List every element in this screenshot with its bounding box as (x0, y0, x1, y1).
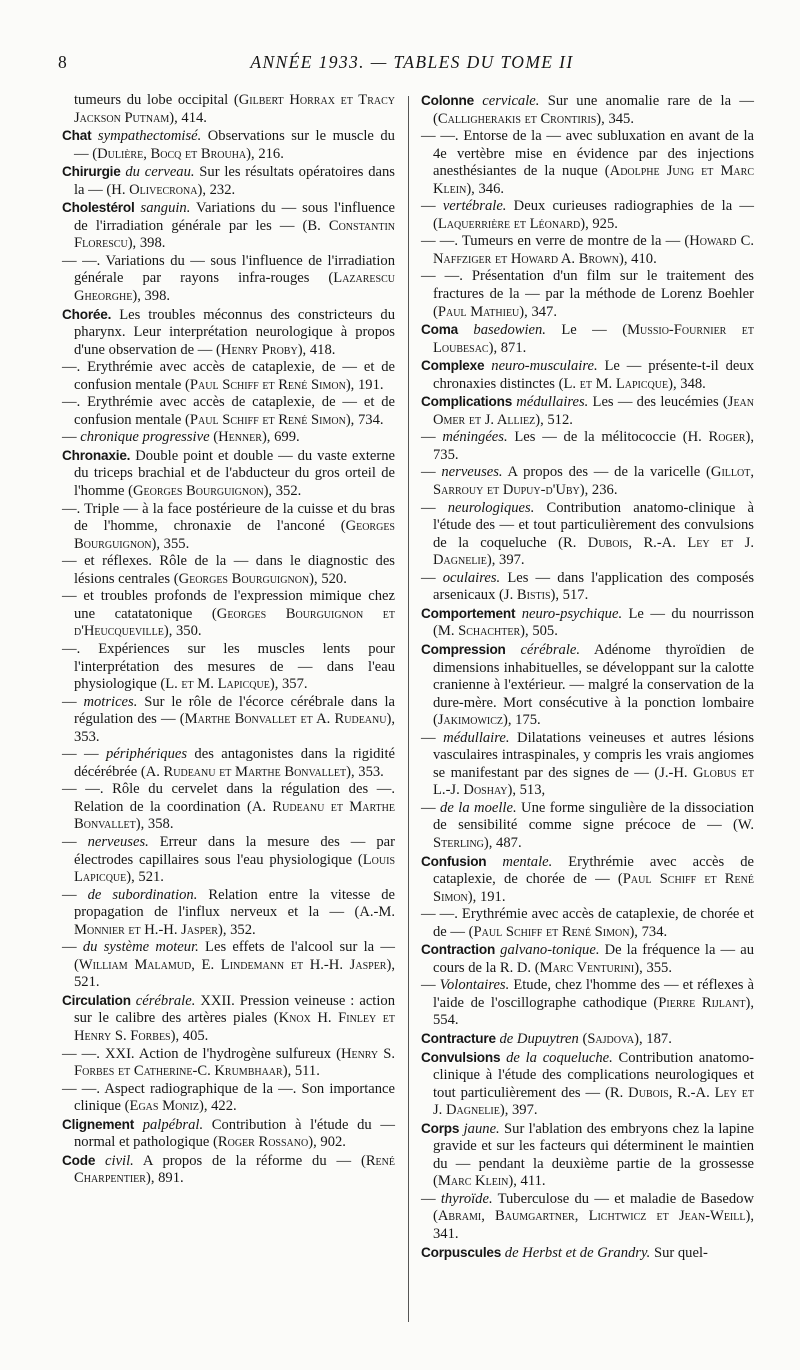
entry-page-ref: ), 346. (466, 180, 505, 197)
index-entry (62, 253, 395, 306)
entry-page-ref: ), 355. (151, 535, 190, 552)
entry-text: Deux curieuses radiographies de la — ( (433, 198, 755, 232)
entry-authors: M. Schachter (437, 623, 521, 640)
index-entry (62, 429, 395, 447)
entry-subqualifier: oculaires. (442, 569, 501, 586)
entry-keyword: Chat (62, 128, 92, 144)
entry-text: — et troubles profonds de l'expression mimique chez une catatatonique ( (62, 588, 395, 622)
entry-authors: René Charpentier (74, 1152, 395, 1187)
entry-text: — (421, 464, 442, 481)
entry-authors: J. Bistis (503, 587, 551, 604)
entry-qualifier: de la coqueluche. (506, 1049, 613, 1066)
entry-page-ref: ), 398. (127, 235, 166, 252)
entry-page-ref: ), 521. (126, 869, 164, 886)
entry-text: —. Expériences sur les muscles lents pour l'interprétation des mesures de — dans l'eau physiologique ( (62, 640, 395, 693)
index-entry (62, 163, 395, 199)
entry-page-ref: ), 734. (629, 923, 668, 940)
index-entry (421, 605, 754, 641)
entry-text: Le — présente-t-il deux chronaxies distinctes ( (433, 358, 754, 392)
index-entry (421, 321, 754, 357)
entry-page-ref: ), 350. (163, 623, 202, 640)
entry-page-ref: ), 902. (308, 1134, 346, 1151)
entry-subqualifier: Volontaires. (439, 977, 510, 994)
entry-authors: Gilbert Horrax et Tracy Jackson Putnam (74, 92, 396, 126)
index-entry (421, 429, 754, 464)
entry-authors: Georges Bourguignon (132, 483, 264, 500)
entry-qualifier: palpébral. (142, 1116, 204, 1133)
index-entry (421, 570, 754, 605)
entry-authors: Georges Bourguignon et d'Heucqueville (74, 605, 395, 640)
entry-keyword: Chronaxie. (62, 447, 131, 463)
entry-text: Les troubles méconnus des constricteurs du pharynx. Leur interprétation neurologique à propos d'une observation de — ( (74, 306, 395, 358)
entry-page-ref: ), 352. (263, 483, 302, 500)
entry-keyword: Compression (421, 641, 506, 657)
entry-page-ref: ), 187. (634, 1030, 672, 1047)
entry-qualifier: basedowien. (473, 322, 546, 339)
entry-text: ( (209, 429, 219, 446)
index-entry (62, 641, 395, 694)
entry-page-ref: ), 216. (246, 145, 284, 162)
entry-authors: Dulière, Bocq et Brouha (97, 145, 247, 162)
entry-authors: Howard C. Naffziger et Howard A. Brown (433, 233, 754, 267)
column-divider (408, 96, 409, 1322)
entry-qualifier: cervicale. (482, 93, 540, 109)
entry-authors: Sajdova (587, 1030, 635, 1047)
entry-text: Une forme singulière de la dissociation de sensibilité comme signe précoce de — ( (433, 799, 754, 834)
entry-page-ref: ), 347. (519, 303, 557, 320)
entry-text: Double point et double — du vaste externe du triceps brachial et de l'abducteur du gros orteil de l'homme ( (74, 447, 395, 500)
entry-authors: Paul Schiff et René Simon (189, 411, 346, 428)
entry-text: — —. Aspect radiographique de la —. Son importance clinique ( (62, 1080, 395, 1115)
index-entry (62, 501, 395, 554)
entry-page-ref: ), 699. (261, 429, 300, 446)
entry-authors: W. Sterling (433, 817, 754, 851)
entry-authors: R. Dubois, R.-A. Ley et J. Dagnelie (433, 1084, 755, 1119)
entry-text: Observations sur le muscle du — ( (74, 128, 395, 162)
entry-authors: Pierre Rijlant (658, 994, 746, 1011)
entry-text: Les — des leucémies ( (588, 394, 728, 411)
running-title: ANNÉE 1933. — TABLES DU TOME II (250, 52, 574, 72)
entry-page-ref: ), 355. (634, 959, 672, 976)
right-column (421, 92, 754, 1262)
entry-keyword: Complications (421, 394, 513, 410)
index-entry (62, 1116, 395, 1152)
entry-authors: Egas Moniz (129, 1098, 199, 1115)
entry-page-ref: ), 487. (483, 834, 522, 851)
index-entry (421, 92, 754, 128)
entry-authors: L. et M. Lapicque (563, 375, 669, 392)
entry-qualifier: neuro-musculaire. (491, 358, 598, 375)
entry-page-ref: ), 512. (535, 411, 573, 428)
entry-subqualifier: du système moteur. (82, 939, 199, 956)
entry-authors: Georges Bourguignon (74, 518, 395, 552)
entry-keyword: Code (62, 1152, 96, 1168)
entry-qualifier: sanguin. (140, 200, 191, 217)
entry-text: des antagonistes dans la rigidité décérébrée ( (74, 746, 395, 780)
entry-qualifier: sympathectomisé. (97, 128, 202, 145)
entry-page-ref: ), 414. (169, 109, 207, 126)
entry-text: Contribution anatomo-clinique à l'étude des — et tout particulièrement des convulsions de la coqueluche ( (433, 499, 754, 551)
entry-keyword: Chorée. (62, 306, 112, 322)
entry-text: Les — de la mélitococcie ( (507, 429, 688, 446)
index-entry (421, 1049, 754, 1120)
entry-subqualifier: vertébrale. (442, 198, 507, 215)
entry-authors: Henry Proby (220, 341, 298, 358)
index-entry (421, 500, 754, 570)
entry-page-ref: ), 410. (619, 250, 657, 267)
entry-text: — —. Variations du — sous l'influence de l'irradiation générale par rayons infra-rouges ( (62, 252, 395, 287)
index-entry (421, 977, 754, 1030)
entry-keyword: Circulation (62, 992, 131, 1008)
index-entry (62, 199, 395, 253)
entry-text: Sur quel- (650, 1244, 708, 1261)
index-entry (421, 1191, 754, 1244)
entry-authors: Laquerrière et Léonard (437, 215, 581, 232)
index-entry (62, 781, 395, 834)
index-entry (421, 268, 754, 321)
entry-text: ( (578, 1030, 588, 1047)
entry-page-ref: ), 511. (282, 1063, 320, 1080)
entry-page-ref: ), 513, (507, 782, 546, 799)
entry-page-ref: ), 397. (499, 1102, 538, 1119)
entry-text: — (421, 977, 440, 994)
entry-page-ref: ), 517. (550, 587, 589, 604)
index-entry (62, 553, 395, 588)
entry-text: Tuberculose du — et maladie de Basedow ( (433, 1190, 754, 1225)
entry-text: Variations du — sous l'influence de l'irradiation générale par les — ( (74, 200, 395, 234)
entry-keyword: Contraction (421, 942, 496, 958)
entry-page-ref: ), 236. (579, 482, 618, 499)
entry-keyword: Chirurgie (62, 164, 121, 180)
entry-page-ref: ), 520. (309, 570, 347, 587)
entry-text: — (421, 729, 444, 746)
index-entry (62, 394, 395, 429)
index-entry (62, 834, 395, 887)
page-header (58, 52, 766, 82)
entry-keyword: Comportement (421, 605, 516, 621)
index-entry (421, 233, 754, 268)
entry-text: — —. Tumeurs en verre de montre de la — ( (421, 233, 690, 250)
index-entry (421, 1030, 754, 1049)
entry-text: — —. XXI. Action de l'hydrogène sulfureux ( (62, 1045, 341, 1062)
index-entry (421, 941, 754, 977)
entry-qualifier: du cerveau. (125, 164, 195, 181)
index-entry (421, 464, 754, 499)
entry-qualifier: cérébrale. (520, 641, 581, 658)
entry-subqualifier: thyroïde. (440, 1190, 493, 1207)
entry-authors: Louis Lapicque (74, 851, 395, 886)
entry-page-ref: ), 232. (197, 181, 236, 198)
entry-page-ref: ), 505. (520, 623, 558, 640)
entry-page-ref: ), 891. (145, 1170, 184, 1187)
index-entry (421, 1120, 754, 1191)
entry-text: Sur le rôle de l'écorce cérébrale dans la régulation des — ( (74, 693, 395, 728)
entry-authors: Georges Bourguignon (178, 570, 310, 587)
entry-page-ref: ), 341. (433, 1208, 754, 1242)
entry-authors: Adolphe Jung et Marc Klein (433, 163, 754, 197)
entry-authors: Jean Omer et J. Alliez (433, 394, 754, 428)
entry-page-ref: ), 411. (508, 1173, 546, 1190)
index-entry (421, 906, 754, 941)
entry-page-ref: ), 554. (433, 994, 754, 1029)
entry-text: — —. Erythrémie avec accès de cataplexie, de chorée et de — ( (421, 906, 754, 940)
entry-page-ref: ), 345. (596, 110, 634, 127)
entry-authors: H. Olivecrona (111, 181, 198, 198)
index-entry (62, 588, 395, 641)
entry-subqualifier: de subordination. (87, 886, 198, 903)
entry-authors: A. Rudeanu et Marthe Bonvallet (145, 763, 347, 780)
index-entry (421, 730, 754, 800)
entry-page-ref: ), 398. (132, 288, 171, 305)
entry-authors: William Malamud, E. Lindemann et H.-H. Jasper (78, 956, 387, 973)
entry-text: Contribution à l'étude du — normal et pathologique ( (74, 1116, 395, 1151)
entry-page-ref: ), 353. (346, 763, 384, 780)
entry-page-ref: ), 353. (74, 711, 395, 745)
index-entry (62, 887, 395, 940)
entry-qualifier: neuro-psychique. (521, 605, 623, 622)
entry-authors: Gillot, Sarrouy et Dupuy-d'Uby (433, 464, 754, 499)
entry-qualifier: de Dupuytren (499, 1030, 579, 1047)
entry-keyword: Cholestérol (62, 200, 135, 216)
entry-authors: B. Constantin Florescu (74, 217, 395, 252)
entry-keyword: Confusion (421, 853, 487, 869)
index-entry (62, 447, 395, 501)
index-entry (421, 641, 754, 730)
entry-authors: H. Roger (687, 429, 746, 446)
entry-authors: Jakimowicz (437, 712, 503, 729)
entry-subqualifier: de la moelle. (440, 799, 517, 816)
entry-subqualifier: nerveuses. (87, 833, 149, 850)
entry-text: — (62, 429, 81, 446)
entry-authors: Henner (218, 429, 262, 446)
entry-text: Les — dans l'application des composés arsenicaux ( (433, 569, 754, 604)
entry-authors: Marthe Bonvallet et A. Rudeanu (184, 711, 387, 728)
entry-text: tumeurs du lobe occipital ( (74, 92, 239, 108)
entry-text: —. Triple — à la face postérieure de la cuisse et du bras de l'homme, chronaxie de l'anconé ( (62, 500, 395, 535)
entry-qualifier: civil. (105, 1152, 134, 1169)
entry-authors: Marc Klein (437, 1173, 509, 1190)
entry-text: Erythrémie avec accès de cataplexie, de chorée de — ( (433, 853, 754, 888)
index-entry (62, 127, 395, 163)
entry-text: Le — du nourrisson ( (433, 605, 754, 640)
entry-text: — (421, 198, 443, 215)
entry-text: — et réflexes. Rôle de la — dans le diagnostic des lésions centrales ( (62, 553, 395, 587)
entry-qualifier: galvano-tonique. (500, 942, 600, 959)
entry-text: — —. Présentation d'un film sur le traitement des fractures de la — par la méthode de Lorenz Boehler ( (421, 268, 754, 320)
entry-qualifier: jaune. (463, 1120, 500, 1137)
entry-text: — (421, 569, 443, 586)
entry-text: Erreur dans la mesure des — par électrodes capillaires sous l'eau physiologique ( (74, 833, 395, 868)
entry-text: Dilatations veineuses et autres lésions vasculaires intraspinales, y compris les vrais angiomes se manifestant par des signes de — ( (433, 729, 754, 781)
entry-subqualifier: neurologiques. (447, 499, 535, 516)
entry-text: Sur une anomalie rare de la — ( (433, 93, 754, 127)
entry-keyword: Clignement (62, 1116, 135, 1132)
entry-qualifier: médullaires. (516, 394, 589, 411)
entry-text: — (421, 429, 443, 446)
entry-text: — (62, 693, 84, 710)
entry-text: A propos des — de la varicelle ( (502, 464, 711, 481)
index-entry (421, 393, 754, 429)
entry-subqualifier: chronique progressive (80, 429, 210, 446)
entry-qualifier: mentale. (502, 853, 553, 870)
entry-text: Les effets de l'alcool sur la — ( (74, 939, 395, 973)
entry-page-ref: ), 405. (170, 1027, 209, 1044)
entry-authors: R. Dubois, R.-A. Ley et J. Dagnelie (433, 534, 754, 569)
index-entry (421, 357, 754, 393)
entry-keyword: Corps (421, 1120, 460, 1136)
index-entry (62, 992, 395, 1046)
index-entry (62, 694, 395, 747)
index-entry (421, 198, 754, 233)
entry-authors: Henry S. Forbes et Catherine-C. Krumbhaar (74, 1045, 395, 1080)
entry-page-ref: ), 191. (345, 376, 384, 393)
entry-page-ref: ), 191. (467, 888, 506, 905)
entry-authors: L. et M. Lapicque (165, 676, 270, 693)
entry-page-ref: ), 352. (217, 921, 256, 938)
entry-text: De la fréquence la — au cours de la R. D. ( (433, 942, 754, 976)
entry-page-ref: ), 871. (488, 339, 527, 356)
entry-page-ref: ), 418. (297, 341, 336, 358)
entry-authors: Knox H. Finley et Henry S. Forbes (74, 1010, 395, 1044)
entry-text: —. Erythrémie avec accès de cataplexie, de — et de confusion mentale ( (62, 359, 395, 393)
entry-page-ref: ), 925. (580, 215, 618, 232)
entry-qualifier: de Herbst et de Grandry. (504, 1244, 651, 1261)
entry-text: Sur l'ablation des embryons chez la lapine gravide et sur les facteurs qui déterminent le maintien du — pendant la deuxième partie de la grossesse ( (433, 1120, 754, 1190)
entry-keyword: Corpuscules (421, 1244, 502, 1260)
entry-text: XXII. Pression veineuse : action sur le calibre des artères piales ( (74, 992, 395, 1027)
entry-page-ref: ), 735. (433, 429, 754, 463)
entry-keyword: Contracture (421, 1030, 496, 1046)
entry-subqualifier: périphériques (105, 746, 188, 763)
entry-page-ref: ), 521. (74, 956, 395, 991)
index-entry (62, 1046, 395, 1081)
index-entry (421, 853, 754, 907)
entry-keyword: Colonne (421, 93, 474, 108)
entry-page-ref: ), 358. (135, 816, 174, 833)
entry-keyword: Coma (421, 322, 458, 338)
entry-text: — (421, 1190, 441, 1207)
entry-page-ref: ), 734. (345, 411, 384, 428)
entry-text: Etude, chez l'homme des — et réflexes à l'aide de l'oscillographe cathodique ( (433, 977, 754, 1011)
entry-text: — —. Entorse de la — avec subluxation en avant de la 4e vertèbre mise en évidence par des injections anesthésiantes de la nuque ( (421, 128, 754, 180)
entry-subqualifier: nerveuses. (441, 464, 503, 481)
entry-authors: Paul Schiff et René Simon (433, 871, 754, 905)
entry-authors: J.-H. Globus et L.-J. Doshay (433, 764, 754, 799)
entry-authors: Marc Venturini (539, 959, 635, 976)
entry-text: — (62, 939, 83, 956)
index-entry (421, 128, 754, 198)
entry-page-ref: ), 175. (503, 712, 541, 729)
entry-keyword: Convulsions (421, 1049, 501, 1065)
entry-text: Relation entre la vitesse de propagation de l'influx nerveux et la — ( (74, 886, 395, 921)
index-entry (62, 359, 395, 394)
entry-text: — (421, 799, 441, 816)
entry-text: Contribution anatomo-clinique à l'étude des complications neurologiques et tout particulièrement des — ( (433, 1049, 754, 1101)
entry-text: —. Erythrémie avec accès de cataplexie, de — et de confusion mentale ( (62, 394, 395, 428)
page-number: 8 (58, 52, 69, 72)
entry-keyword: Complexe (421, 358, 485, 374)
entry-page-ref: ), 348. (668, 375, 706, 392)
index-entry (62, 92, 395, 127)
entry-text: — (62, 886, 88, 903)
entry-authors: Paul Mathieu (437, 303, 520, 320)
entry-authors: Mussio-Fournier et Loubesac (433, 322, 754, 356)
index-entry (62, 746, 395, 781)
index-entry (421, 800, 754, 853)
entry-text: A propos de la réforme du — ( (133, 1152, 366, 1169)
entry-authors: Paul Schiff et René Simon (189, 376, 346, 393)
left-column (62, 92, 395, 1188)
entry-subqualifier: médullaire. (443, 729, 510, 746)
entry-authors: A. Rudeanu et Marthe Bonvallet (74, 798, 395, 833)
entry-page-ref: ), 422. (198, 1098, 237, 1115)
entry-text: — —. Rôle du cervelet dans la régulation des —. Relation de la coordination ( (62, 781, 395, 815)
entry-text: Adénome thyroïdien de dimensions inhabituelles, se développant sur la calotte cranienne à l'extérieur. — malgré la conservation de la dure-mère. Mort consécutive à la ponction lombaire ( (433, 641, 754, 729)
entry-authors: Calligherakis et Crontiris (437, 110, 597, 127)
entry-page-ref: ), 357. (269, 676, 308, 693)
index-entry (421, 1244, 754, 1263)
index-entry (62, 1152, 395, 1188)
entry-text: — — (62, 746, 106, 763)
entry-text: Le — ( (545, 322, 628, 339)
entry-authors: A.-M. Monnier et H.-H. Jasper (74, 904, 395, 938)
entry-subqualifier: méningées. (442, 429, 508, 446)
entry-text: — (62, 833, 88, 850)
entry-authors: Roger Rossano (217, 1134, 309, 1151)
index-entry (62, 939, 395, 992)
entry-authors: Paul Schiff et René Simon (473, 923, 630, 940)
index-entry (62, 1081, 395, 1116)
entry-authors: Lazarescu Gheorghe (74, 270, 395, 305)
index-entry (62, 306, 395, 360)
entry-text: Sur les résultats opératoires dans la — ( (74, 164, 395, 198)
entry-authors: Abrami, Baumgartner, Lichtwicz et Jean-Weill (437, 1208, 746, 1225)
entry-text: — (421, 499, 448, 516)
entry-subqualifier: motrices. (83, 693, 138, 710)
entry-page-ref: ), 397. (486, 552, 525, 569)
entry-qualifier: cérébrale. (135, 992, 196, 1009)
